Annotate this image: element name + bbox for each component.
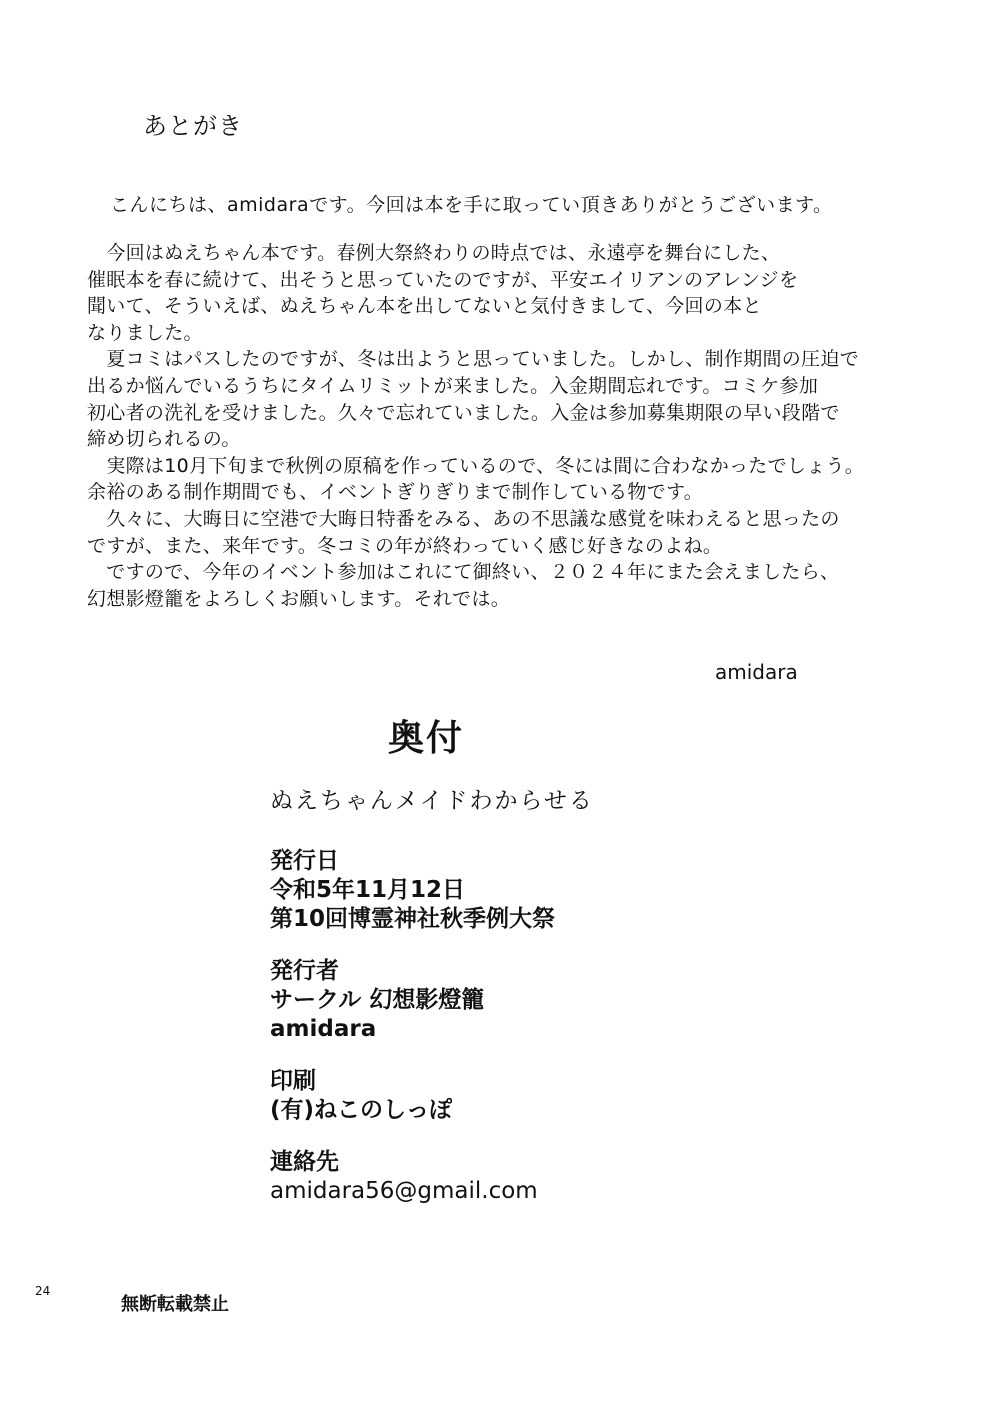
afterword-line: ですので、今年のイベント参加はこれにて御終い、２０２４年にまた会えましたら、	[87, 561, 840, 584]
circle-name: サークル 幻想影燈籠	[270, 987, 485, 1013]
publisher-label: 発行者	[270, 958, 339, 984]
printer-name: (有)ねこのしっぽ	[270, 1097, 453, 1123]
colophon	[270, 787, 594, 1229]
publisher-section	[270, 957, 594, 1044]
afterword-body	[87, 240, 967, 612]
event-name: 第10回博霊神社秋季例大祭	[270, 906, 556, 932]
colophon-heading: 奥付	[388, 718, 465, 759]
issue-date-label: 発行日	[270, 848, 339, 874]
author-name: amidara	[270, 1016, 377, 1042]
afterword-line: 出るか悩んでいるうちにタイムリミットが来ました。入金期間忘れです。コミケ参加	[87, 374, 819, 397]
no-reprint-notice: 無断転載禁止	[121, 1294, 229, 1315]
afterword-line: 久々に、大晦日に空港で大晦日特番をみる、あの不思議な感覚を味わえると思ったの	[87, 507, 840, 530]
contact-section	[270, 1148, 594, 1206]
issue-date: 令和5年11月12日	[270, 877, 466, 903]
afterword-line: 初心者の洗礼を受けました。久々で忘れていました。入金は参加募集期限の早い段階で	[87, 401, 840, 424]
afterword-line: 実際は10月下旬まで秋例の原稿を作っているので、冬には間に合わなかったでしょう。	[87, 454, 865, 477]
printer-label: 印刷	[270, 1068, 316, 1094]
page-number: 24	[35, 1284, 51, 1298]
afterword-line: なりました。	[87, 321, 203, 344]
contact-email: amidara56@gmail.com	[270, 1178, 538, 1204]
book-title: ぬえちゃんメイドわからせる	[270, 788, 594, 814]
afterword-greeting: こんにちは、amidaraです。今回は本を手に取ってい頂きありがとうございます。	[110, 194, 833, 216]
afterword-line: 催眠本を春に続けて、出そうと思っていたのですが、平安エイリアンのアレンジを	[87, 268, 799, 291]
afterword-line: ですが、また、来年です。冬コミの年が終わっていく感じ好きなのよね。	[87, 534, 723, 557]
afterword-line: 締め切られるの。	[87, 428, 241, 451]
afterword-signature: amidara	[715, 660, 798, 684]
contact-label: 連絡先	[270, 1149, 339, 1175]
afterword-line: 幻想影燈籠をよろしくお願いします。それでは。	[87, 587, 511, 610]
issue-date-section	[270, 847, 594, 934]
afterword-line: 余裕のある制作期間でも、イベントぎりぎりまで制作している物です。	[87, 481, 704, 504]
afterword-line: 聞いて、そういえば、ぬえちゃん本を出してないと気付きまして、今回の本と	[87, 295, 762, 318]
afterword-line: 今回はぬえちゃん本です。春例大祭終わりの時点では、永遠亭を舞台にした、	[87, 242, 781, 264]
afterword-line: 夏コミはパスしたのですが、冬は出ようと思っていました。しかし、制作期間の圧迫で	[87, 348, 860, 371]
printer-section	[270, 1067, 594, 1125]
afterword-heading: あとがき	[143, 112, 243, 140]
